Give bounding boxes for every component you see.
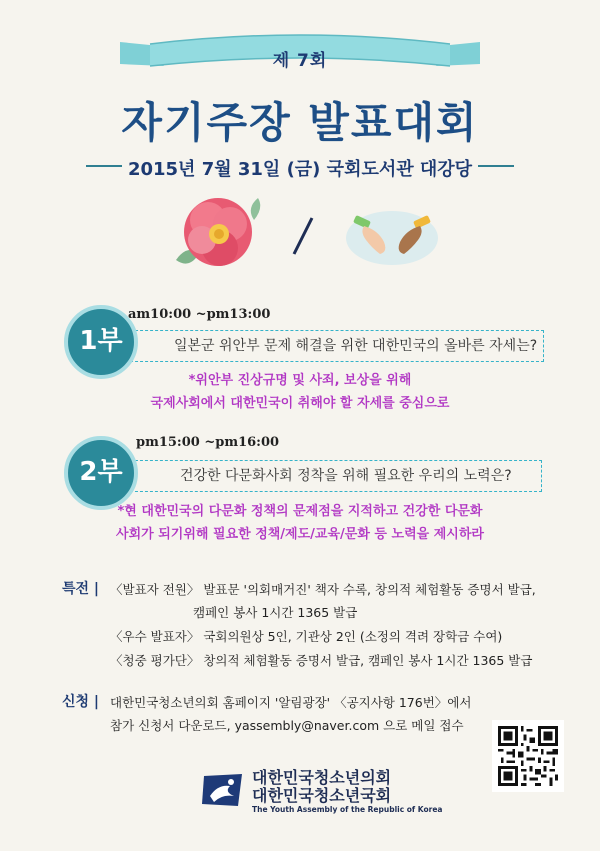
session-2-note-line-1: *현 대한민국의 다문화 정책의 문제점을 지적하고 건강한 다문화 — [117, 504, 483, 519]
session-2-badge: 2부 — [64, 436, 138, 510]
logo-name-korean-1: 대한민국청소년의회 — [252, 768, 392, 787]
session-1-badge: 1부 — [64, 305, 138, 379]
benefits-line-3: 〈우수 발표자〉 국회의원상 5인, 기관상 2인 (소정의 격려 장학금 수여) — [110, 629, 503, 644]
divider-slash-icon — [288, 216, 318, 256]
youth-assembly-logo-icon — [200, 770, 246, 810]
edition-label: 제 7회 — [272, 51, 328, 71]
logo-name-english: The Youth Assembly of the Republic of Korea — [252, 805, 443, 814]
session-1-question: 일본군 위안부 문제 해결을 위한 대한민국의 올바른 자세는? — [120, 330, 544, 362]
qr-code-icon[interactable] — [492, 720, 564, 792]
session-2-question: 건강한 다문화사회 정착을 위해 필요한 우리의 노력은? — [120, 460, 542, 492]
page-title: 자기주장 발표대회 — [121, 98, 479, 147]
session-2-note-line-2: 사회가 되기위해 필요한 정책/제도/교육/문화 등 노력을 제시하라 — [116, 527, 484, 542]
benefits-line-2: 캠페인 봉사 1시간 1365 발급 — [193, 605, 358, 620]
session-1-note-line-1: *위안부 진상규명 및 사죄, 보상을 위해 — [188, 373, 412, 388]
apply-line-2: 참가 신청서 다운로드, yassembly@naver.com 으로 메일 접수 — [110, 718, 464, 733]
apply-line-1: 대한민국청소년의회 홈페이지 '알림광장' 〈공지사항 176번〉에서 — [110, 695, 472, 710]
logo-name-korean — [252, 769, 391, 805]
dateline-dash-right — [478, 165, 514, 167]
event-dateline: 2015년 7월 31일 (금) 국회도서관 대강당 — [127, 159, 473, 180]
logo-name-korean-2: 대한민국청소년국회 — [252, 786, 392, 805]
benefits-line-4: 〈청중 평가단〉 창의적 체험활동 증명서 발급, 캠페인 봉사 1시간 1365 발급 — [110, 653, 533, 668]
session-2-time: pm15:00 ~pm16:00 — [136, 435, 280, 450]
session-1-time: am10:00 ~pm13:00 — [128, 307, 271, 322]
handshake-hands-icon — [344, 208, 440, 266]
benefits-label: 특전 | — [62, 581, 100, 597]
session-1-note-line-2: 국제사회에서 대한민국이 취해야 할 자세를 중심으로 — [150, 396, 450, 411]
benefits-line-1: 〈발표자 전원〉 발표문 '의회매거진' 책자 수록, 창의적 체험활동 증명서 발급, — [110, 582, 536, 597]
apply-label: 신청 | — [62, 694, 100, 710]
peony-flower-icon — [166, 190, 268, 280]
